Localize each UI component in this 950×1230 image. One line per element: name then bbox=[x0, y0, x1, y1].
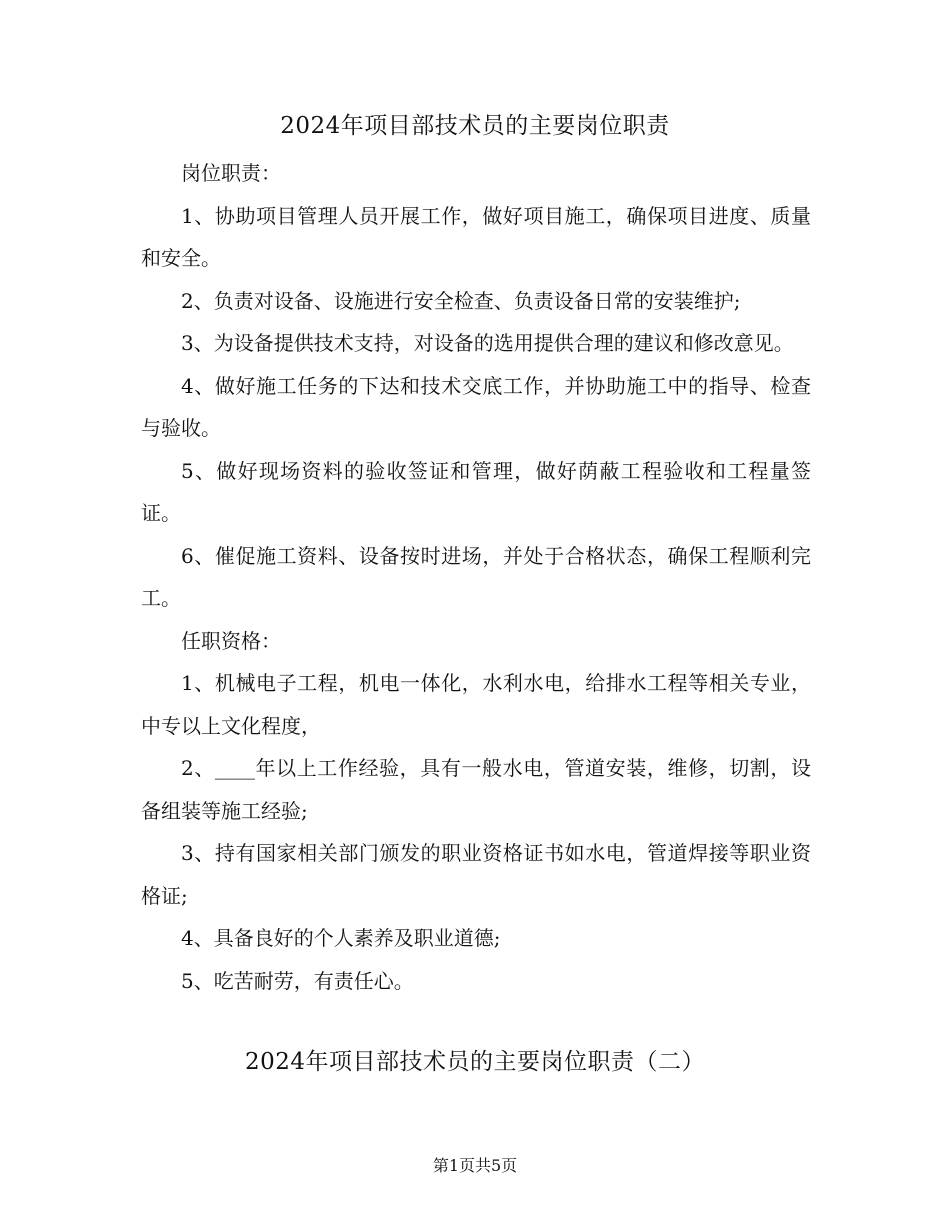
duty-item-6: 6、催促施工资料、设备按时进场，并处于合格状态，确保工程顺利完工。 bbox=[141, 543, 811, 610]
duties-heading: 岗位职责： bbox=[181, 161, 281, 185]
qualification-item-4: 4、具备良好的个人素养及职业道德; bbox=[181, 926, 501, 950]
qualification-item-5: 5、吃苦耐劳，有责任心。 bbox=[181, 968, 414, 993]
duty-item-4: 4、做好施工任务的下达和技术交底工作，并协助施工中的指导、检查与验收。 bbox=[141, 373, 811, 440]
duty-item-2: 2、负责对设备、设施进行安全检查、负责设备日常的安装维护; bbox=[181, 288, 741, 313]
document-body bbox=[141, 152, 811, 1002]
duty-item-1: 1、协助项目管理人员开展工作，做好项目施工，确保项目进度、质量和安全。 bbox=[141, 203, 811, 270]
page-indicator: 第1页共5页 bbox=[432, 1156, 518, 1175]
qualification-item-1: 1、机械电子工程，机电一体化，水利水电，给排水工程等相关专业，中专以上文化程度， bbox=[141, 671, 811, 738]
qualification-item-2: 2、____年以上工作经验，具有一般水电，管道安装，维修，切割，设备组装等施工经验; bbox=[141, 756, 811, 823]
qualification-item-3: 3、持有国家相关部门颁发的职业资格证书如水电，管道焊接等职业资格证; bbox=[141, 841, 811, 908]
duty-item-3: 3、为设备提供技术支持，对设备的选用提供合理的建议和修改意见。 bbox=[181, 331, 794, 355]
qualifications-heading: 任职资格： bbox=[181, 628, 281, 653]
duty-item-5: 5、做好现场资料的验收签证和管理，做好荫蔽工程验收和工程量签证。 bbox=[141, 458, 811, 525]
section-title-part2: 2024年项目部技术员的主要岗位职责（二） bbox=[244, 1049, 706, 1075]
document-title: 2024年项目部技术员的主要岗位职责 bbox=[280, 113, 670, 139]
